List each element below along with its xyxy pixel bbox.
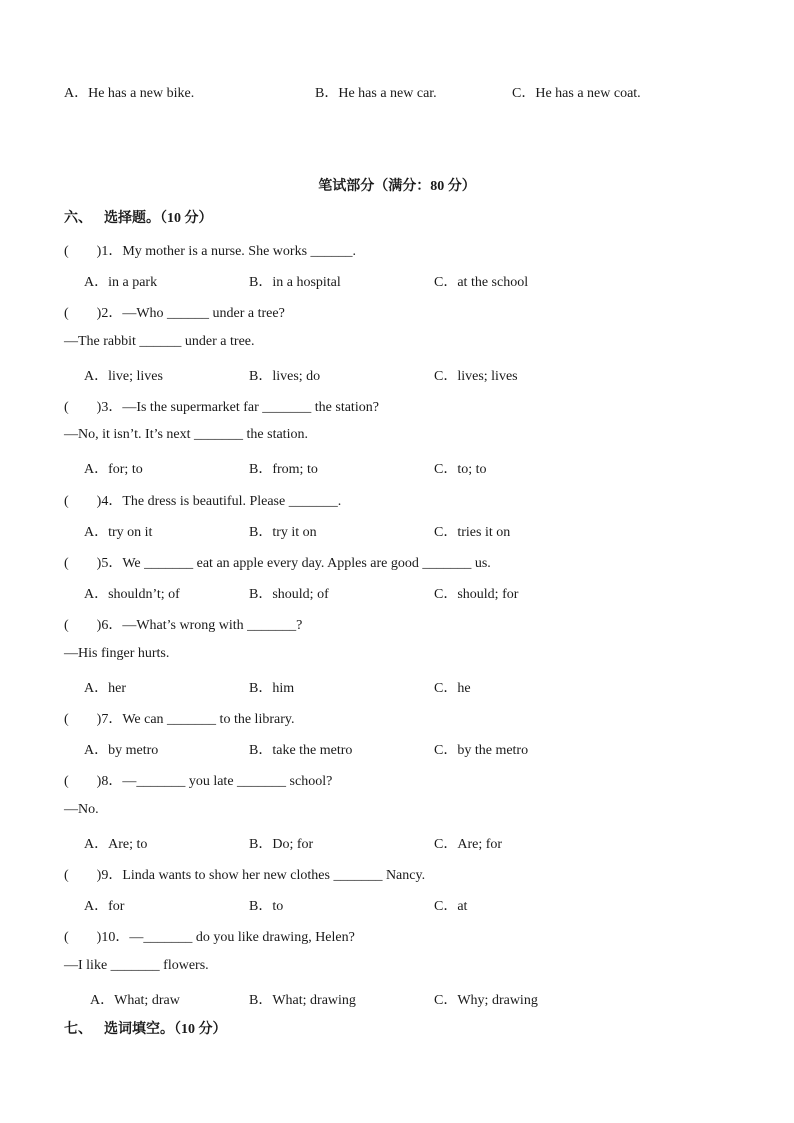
question-3-reply: —No, it isn’t. It’s next _______ the station. — [64, 427, 308, 442]
option-b: B．He has a new car. — [315, 86, 437, 101]
question-3: ( )3．—Is the supermarket far _______ the station? — [64, 400, 379, 415]
part-title: 笔试部分（满分：80 分） — [318, 179, 476, 194]
question-4: ( )4．The dress is beautiful. Please _______. — [64, 494, 342, 509]
option-b: B．What; drawing — [249, 993, 356, 1008]
section-number: 六、 — [64, 211, 92, 226]
option-b: B．in a hospital — [249, 275, 341, 290]
option-b: B．take the metro — [249, 743, 353, 758]
option-a: A．her — [84, 681, 126, 696]
question-10-options — [90, 989, 750, 1009]
question-10: ( )10．—_______ do you like drawing, Helen? — [64, 930, 355, 945]
question-8-options — [84, 833, 744, 853]
section-heading-6 — [64, 207, 213, 227]
option-c: C．at the school — [434, 275, 529, 290]
question-9: ( )9．Linda wants to show her new clothes _______ Nancy. — [64, 868, 426, 883]
option-c: C．should; for — [434, 587, 519, 602]
option-a: A．for — [84, 899, 125, 914]
option-b: B．lives; do — [249, 369, 321, 384]
option-b: B．him — [249, 681, 295, 696]
option-b: B．from; to — [249, 462, 318, 477]
option-c: C．tries it on — [434, 525, 511, 540]
option-a: A．Are; to — [84, 837, 148, 852]
option-c: C．at — [434, 899, 468, 914]
option-a: A．shouldn’t; of — [84, 587, 180, 602]
option-c: C．lives; lives — [434, 369, 518, 384]
option-b: B．try it on — [249, 525, 317, 540]
question-7: ( )7．We can _______ to the library. — [64, 712, 295, 727]
section-heading-7 — [64, 1018, 227, 1038]
option-c: C．by the metro — [434, 743, 529, 758]
question-1-options — [84, 271, 744, 291]
previous-question-options — [64, 82, 744, 102]
section-number: 七、 — [64, 1022, 92, 1037]
option-c: C．He has a new coat. — [512, 86, 641, 101]
section-title: 选择题。（10 分） — [104, 211, 213, 226]
option-c: C．he — [434, 681, 471, 696]
question-6-options — [84, 677, 744, 697]
option-c: C．Are; for — [434, 837, 503, 852]
question-2-reply: —The rabbit ______ under a tree. — [64, 334, 255, 349]
question-3-options — [84, 458, 744, 478]
option-a: A．by metro — [84, 743, 159, 758]
option-b: B．to — [249, 899, 284, 914]
option-a: A．What; draw — [90, 993, 180, 1008]
question-1: ( )1．My mother is a nurse. She works ______. — [64, 244, 357, 259]
question-5-options — [84, 583, 744, 603]
question-2-options — [84, 365, 744, 385]
question-6: ( )6．—What’s wrong with _______? — [64, 618, 303, 633]
question-10-reply: —I like _______ flowers. — [64, 958, 209, 973]
option-a: A．live; lives — [84, 369, 163, 384]
option-c: C．to; to — [434, 462, 487, 477]
option-a: A．for; to — [84, 462, 143, 477]
question-9-options — [84, 895, 744, 915]
option-c: C．Why; drawing — [434, 993, 538, 1008]
option-b: B．Do; for — [249, 837, 314, 852]
question-8-reply: —No. — [64, 802, 99, 817]
section-title: 选词填空。（10 分） — [104, 1022, 227, 1037]
question-5: ( )5．We _______ eat an apple every day. Apples are good _______ us. — [64, 556, 491, 571]
option-b: B．should; of — [249, 587, 329, 602]
question-4-options — [84, 521, 744, 541]
question-2: ( )2．—Who ______ under a tree? — [64, 306, 285, 321]
option-a: A．in a park — [84, 275, 158, 290]
option-a: A．He has a new bike. — [64, 86, 195, 101]
question-8: ( )8．—_______ you late _______ school? — [64, 774, 333, 789]
option-a: A．try on it — [84, 525, 153, 540]
question-7-options — [84, 739, 744, 759]
question-6-reply: —His finger hurts. — [64, 646, 170, 661]
